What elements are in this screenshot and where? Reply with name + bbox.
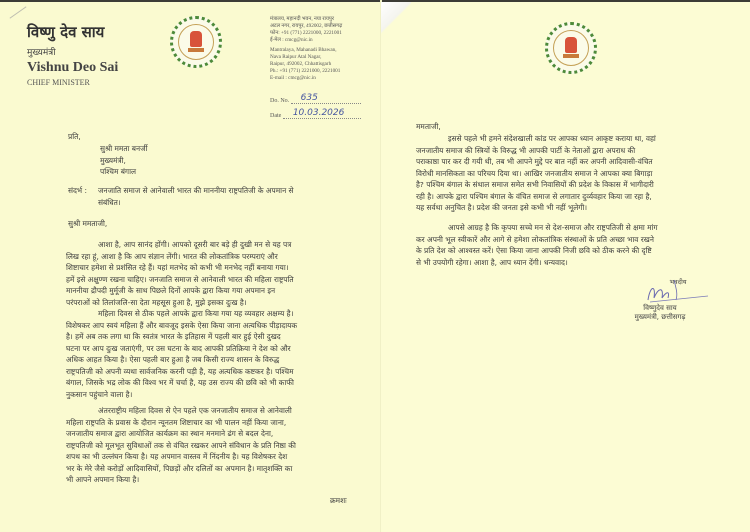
recipient-block — [100, 143, 148, 178]
page2-salutation: ममताजी, — [416, 122, 441, 131]
paragraph-line: अंतरराष्ट्रीय महिला दिवस से ऐन पहले एक जनजातीय समाज से आनेवाली — [98, 406, 292, 415]
signatory-name: विष्णुदेव साय — [643, 304, 677, 312]
letter-date — [270, 110, 361, 119]
to-label: प्रति, — [68, 132, 81, 141]
address-english-line: Raipur, 492002, Chhattisgarh — [270, 61, 332, 67]
address-english-line: E-mail : cmcg@nic.in — [270, 75, 316, 81]
paragraph-line: इससे पहले भी हमने संदेशखाली कांड पर आपका ध्यान आकृष्ट कराया था, वहां — [448, 134, 656, 143]
address-english-line: Ph.: +91 (771) 2221000, 2221001 — [270, 68, 341, 74]
paragraph-line: के प्रति देश को आश्वस्त करें। ऐसा किया जाना आपकी निजी छवि को ठीक करने की दृष्टि — [416, 246, 652, 255]
do-number — [270, 95, 361, 104]
letter-page-2 — [381, 2, 750, 532]
paragraph-line: घटना पर आप दुःख जताएंगी, पर उस घटना के बाद आपकी प्रतिक्रिया ने देश को और — [66, 343, 291, 353]
paragraph-line: महिला दिवस से ठीक पहले आपके द्वारा किया गया यह व्यवहार अक्षम्य है। — [98, 309, 294, 318]
address-hindi-line: मंत्रालय, महानदी भवन, नया रायपुर — [270, 16, 334, 22]
paragraph-line: यह सर्वथा अनुचित है। प्रदेश की जनता इसे कभी भी नहीं भूलेगी। — [416, 203, 588, 212]
paragraph-line: विरोधी मानसिकता का परिचय दिया था। आखिर जनजातीय समाज ने आपका क्या बिगाड़ा — [416, 168, 653, 178]
paragraph-line: शिष्टाचार हमेशा से प्रशंसित रहे हैं। यहां मतभेद को कभी भी मनभेद नहीं बनाया गया। — [66, 263, 289, 272]
letterhead-name-hindi: विष्णु देव साय — [27, 23, 105, 41]
paragraph-line: शपथ का भी उल्लंघन किया है। यह अपमान वास्तव में निंदनीय है। यह विशेषकर देश — [66, 452, 288, 461]
body-paragraph-3 — [66, 405, 352, 486]
address-hindi-line: ई-मेल : cmcg@nic.in — [270, 37, 313, 43]
paragraph-line: कर अपनी भूल स्वीकारें और आगे से हमेशा लोकतांत्रिक संस्थाओं के प्रति अच्छा भाव रखने — [416, 234, 654, 244]
paragraph-line: आशा है, आप सानंद होंगी। आपको दूसरी बार बड़े ही दुखी मन से यह पत्र — [98, 240, 292, 249]
paragraph-line: आपसे आग्रह है कि कृपया सच्चे मन से देश-समाज और राष्ट्रपतिजी से क्षमा मांग — [448, 223, 658, 232]
chhattisgarh-emblem-icon — [170, 16, 222, 68]
paragraph-line: पराकाष्ठा पार कर दी गयी थी, तब भी आपने मुद्दे पर बात नहीं कर अपनी आदिवासी-वंचित — [416, 157, 653, 166]
address-english-line: Nava Raipur Atal Nagar, — [270, 54, 322, 60]
date-value: 10.03.2026 — [292, 108, 345, 118]
signature-block — [600, 277, 720, 322]
paragraph-line: अधिक आहत किया है। ऐसा पहली बार हुआ है जब किसी राज्य शासन के विरुद्ध — [66, 355, 280, 364]
address-english-line: Mantralaya, Mahanadi Bhawan, — [270, 47, 337, 53]
subject-line: जनजाति समाज से आनेवाली भारत की माननीया राष्ट्रपतिजी के अपमान से — [98, 186, 294, 195]
paragraph-line: भी आपने अपमान किया है। — [66, 475, 140, 484]
paragraph-line: परंपराओं को तिलांजलि-सा देता महसूस हुआ है, मुझे इसका दुःख है। — [66, 297, 247, 307]
paragraph-line: लिख रहा हूं, आशा है कि आप संज्ञान लेंगी। भारत की लोकतांत्रिक परम्पराएं और — [66, 251, 278, 261]
body-paragraph-2 — [66, 308, 352, 400]
paragraph-line: राष्ट्रपतिजी को मूलभूत सुविधाओं तक से वंचित रखकर आपने संविधान के प्रति निष्ठा की — [66, 440, 296, 450]
paragraph-line: है? पश्चिम बंगाल के संथाल समाज समेत सभी निवासियों की प्रदेश के विकास में भागीदारी — [416, 180, 654, 189]
paragraph-line: महिला राष्ट्रपति के प्रवास के दौरान न्यूनतम शिष्टाचार का भी पालन नहीं किया जाना, — [66, 417, 287, 427]
do-number-label: Do. No. — [270, 98, 290, 104]
paragraph-line: राष्ट्रपतिजी को अपनी व्यथा सार्वजनिक करनी पड़ी है, यह अत्यधिक कष्टकर है। पश्चिम — [66, 366, 294, 376]
signatory-title: मुख्यमंत्री, छत्तीसगढ़ — [634, 313, 686, 321]
paragraph-line: जनजातीय समाज की स्त्रियों के विरुद्ध भी आपकी पार्टी के नेताओं द्वारा अपराध की — [416, 145, 636, 155]
paragraph-line: रही है। आपके द्वारा पश्चिम बंगाल के वंचित समाज से लगातार दुर्व्यवहार किया जा रहा है, — [416, 191, 652, 201]
letterhead-title-hindi: मुख्यमंत्री — [27, 48, 56, 58]
recipient-designation: मुख्यमंत्री, — [100, 155, 126, 165]
date-label: Date — [270, 113, 282, 119]
paragraph-line: से भी उपयोगी रहेगा। आशा है, आप ध्यान देंगी। धन्यवाद। — [416, 257, 568, 267]
paragraph-line: विशेषकर आप स्वयं महिला हैं और बावजूद इसके ऐसा किया जाना अत्यधिक पीड़ादायक — [66, 320, 298, 330]
scan-mark — [10, 6, 27, 18]
page-corner-fold — [381, 2, 411, 34]
paragraph-line: है। हमें अब तक लगा था कि स्वतंत्र भारत के इतिहास में पहली बार हुई ऐसी दुखद — [66, 332, 281, 341]
chhattisgarh-emblem-icon — [545, 22, 597, 74]
page2-paragraph-1 — [416, 133, 721, 214]
body-paragraph-1 — [66, 239, 352, 308]
subject-label: संदर्भ : — [68, 186, 87, 195]
paragraph-line: बंगाल, जिसके भद्र लोक की विश्व भर में चर्चा है, यह उस राज्य की छवि को भी काफी — [66, 378, 294, 387]
paragraph-line: नुकसान पहुंचाने वाला है। — [66, 389, 133, 399]
paragraph-line: माननीया द्रौपदी मुर्मूजी के साथ पिछले दिनों आपके द्वारा किया गया अपमान इन — [66, 286, 276, 295]
paragraph-line: जनजातीय समाज द्वारा आयोजित कार्यक्रम का स्थान मनमाने ढंग से बदल देना, — [66, 429, 274, 438]
subject-text — [98, 185, 350, 208]
address-hindi-line: अटल नगर, रायपुर, 492002, छत्तीसगढ़ — [270, 23, 343, 29]
letter-page-1 — [0, 2, 381, 532]
recipient-name: सुश्री ममता बनर्जी — [100, 144, 148, 153]
continued-label: क्रमशः — [330, 496, 347, 505]
letterhead-address — [270, 16, 378, 82]
page2-paragraph-2 — [416, 222, 721, 268]
subject-line: संबंधित। — [98, 197, 121, 207]
do-number-value: 635 — [300, 93, 318, 103]
recipient-state: पश्चिम बंगाल — [100, 167, 137, 176]
closing-text: भवदीय — [669, 278, 687, 286]
address-hindi-line: फोन: +91 (771) 2221000, 2221001 — [270, 30, 342, 36]
salutation: सुश्री ममताजी, — [68, 219, 108, 228]
paragraph-line: भर के मेरे जैसे करोड़ों आदिवासियों, पिछड़ों और दलितों का अपमान है। मातृशक्ति का — [66, 463, 293, 473]
letterhead-name-english: Vishnu Deo Sai — [27, 60, 119, 75]
letterhead-title-english: CHIEF MINISTER — [27, 78, 90, 87]
paragraph-line: हमें इसे अक्षुण्ण रखना चाहिए। जनजाति समाज से आनेवाली भारत की महिला राष्ट्रपति — [66, 274, 294, 284]
handwritten-signature-icon — [600, 286, 720, 304]
